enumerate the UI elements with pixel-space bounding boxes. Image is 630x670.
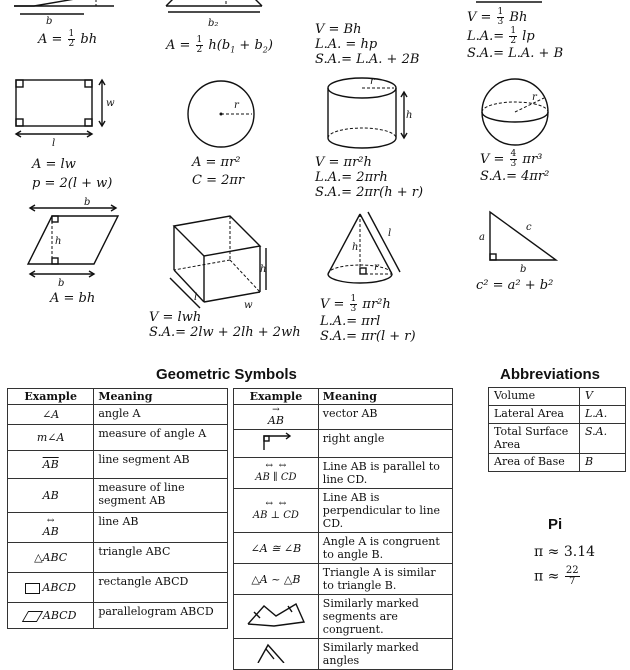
symbol-example: ↔ AB bbox=[8, 513, 94, 543]
right-triangle-a-label: a bbox=[479, 232, 485, 243]
pyramid-surface-area: S.A.= L.A. + B bbox=[467, 46, 564, 61]
cylinder-lateral-area: L.A.= 2πrh bbox=[315, 170, 388, 185]
sphere-figure bbox=[478, 76, 554, 150]
cone-l-label: l bbox=[388, 228, 392, 239]
cylinder-r-label: r bbox=[370, 76, 375, 87]
triangle-figure bbox=[14, 0, 114, 27]
trapezoid-area-formula: A = $\frac{1}{2}$ $h(b_1 + b_2)$ bbox=[166, 35, 273, 55]
right-triangle-b-label: b bbox=[520, 264, 527, 275]
pi-title: Pi bbox=[548, 516, 563, 533]
prism-volume: V = Bh bbox=[315, 22, 362, 37]
symbol-example: AB bbox=[8, 479, 94, 513]
cone-lateral-area: L.A.= πrl bbox=[320, 314, 381, 329]
table-row bbox=[489, 424, 626, 454]
symbol-example: m∠A bbox=[8, 425, 94, 451]
right-triangle-figure bbox=[476, 208, 560, 274]
right-angle-icon bbox=[258, 432, 294, 452]
table-row bbox=[8, 479, 228, 513]
table-row bbox=[234, 405, 453, 430]
rectangle-l-label: l bbox=[52, 138, 56, 149]
abbreviation-name: Total Surface Area bbox=[489, 424, 580, 454]
congruent-angles-icon bbox=[244, 643, 308, 663]
circle-area: A = πr² bbox=[192, 155, 241, 170]
abbreviation-symbol: S.A. bbox=[580, 424, 626, 454]
symbol-example bbox=[234, 595, 319, 639]
rectangle-formulas bbox=[32, 157, 112, 191]
table-row bbox=[8, 513, 228, 543]
box-volume: V = lwh bbox=[149, 310, 202, 325]
symbol-example: ABCD bbox=[8, 603, 94, 629]
parallelogram-figure bbox=[24, 196, 124, 288]
symbol-meaning: triangle ABC bbox=[94, 543, 228, 573]
table-row bbox=[8, 573, 228, 603]
cone-figure bbox=[324, 210, 406, 294]
symbol-example: ∠A bbox=[8, 405, 94, 425]
congruent-segments-icon bbox=[244, 602, 308, 628]
box-h-label: h bbox=[260, 264, 267, 275]
parallelogram-symbol-icon bbox=[22, 611, 43, 622]
geometric-symbols-title: Geometric Symbols bbox=[156, 366, 297, 383]
table-row bbox=[234, 458, 453, 489]
circle-r-label: r bbox=[234, 100, 239, 111]
symbol-meaning: Line AB is perpendicular to line CD. bbox=[318, 489, 452, 533]
symbol-meaning: Angle A is congruent to angle B. bbox=[318, 533, 452, 564]
triangle-area-formula: A = $\frac{1}{2}$ bh bbox=[38, 29, 98, 49]
table-row bbox=[234, 595, 453, 639]
abbreviation-symbol: L.A. bbox=[580, 406, 626, 424]
symbol-meaning: measure of line segment AB bbox=[94, 479, 228, 513]
col-meaning: Meaning bbox=[318, 389, 452, 405]
rectangle-symbol-icon bbox=[25, 583, 40, 594]
symbol-example bbox=[234, 639, 319, 670]
col-example: Example bbox=[234, 389, 319, 405]
symbol-example: ∠A ≅ ∠B bbox=[234, 533, 319, 564]
parallelogram-area-formula: A = bh bbox=[50, 291, 96, 306]
box-formulas bbox=[149, 310, 301, 340]
rectangle-w-label: w bbox=[106, 98, 115, 109]
geometric-symbols-right-table bbox=[233, 388, 453, 670]
trapezoid-b2-label: b₂ bbox=[208, 18, 219, 29]
symbol-example: → AB bbox=[234, 405, 319, 430]
rectangle-perimeter: p = 2(l + w) bbox=[32, 176, 113, 191]
symbol-example: △ABC bbox=[8, 543, 94, 573]
table-row bbox=[8, 451, 228, 479]
symbol-meaning: Line AB is parallel to line CD. bbox=[318, 458, 452, 489]
sphere-r-label: r bbox=[532, 92, 537, 103]
sphere-formulas: V = $\frac{4}{3}$ πr³ S.A.= 4πr² bbox=[480, 149, 550, 184]
right-triangle-c-label: c bbox=[526, 222, 532, 233]
abbreviations-table bbox=[488, 387, 626, 472]
table-row bbox=[234, 533, 453, 564]
rectangle-figure bbox=[14, 76, 118, 150]
table-row bbox=[489, 406, 626, 424]
symbol-example: ↔ ↔ AB ⊥ CD bbox=[234, 489, 319, 533]
parallelogram-h-label: h bbox=[55, 236, 62, 247]
symbol-meaning: measure of angle A bbox=[94, 425, 228, 451]
table-row bbox=[8, 405, 228, 425]
table-row bbox=[234, 430, 453, 458]
symbol-example: △A ~ △B bbox=[234, 564, 319, 595]
abbreviation-name: Area of Base bbox=[489, 454, 580, 472]
symbol-example: ↔ ↔ AB ∥ CD bbox=[234, 458, 319, 489]
table-row bbox=[8, 543, 228, 573]
prism-lateral-area: L.A. = hp bbox=[315, 37, 378, 52]
table-row bbox=[8, 425, 228, 451]
circle-circumference: C = 2πr bbox=[192, 173, 245, 188]
sphere-surface-area: S.A.= 4πr² bbox=[480, 169, 550, 184]
symbol-meaning: line segment AB bbox=[94, 451, 228, 479]
box-figure bbox=[170, 212, 272, 310]
pi-approx-fraction: π ≈ $\frac{22}{7}$ bbox=[534, 565, 579, 587]
rectangle-area: A = lw bbox=[32, 157, 76, 172]
parallelogram-b-label: b bbox=[58, 278, 65, 289]
box-surface-area: S.A.= 2lw + 2lh + 2wh bbox=[149, 325, 301, 340]
pythagorean-formula: c² = a² + b² bbox=[476, 278, 554, 293]
abbreviation-symbol: V bbox=[580, 388, 626, 406]
symbol-example bbox=[234, 430, 319, 458]
abbreviation-symbol: B bbox=[580, 454, 626, 472]
symbol-example: $\overline{AB}$ bbox=[8, 451, 94, 479]
table-row bbox=[234, 564, 453, 595]
col-example: Example bbox=[8, 389, 94, 405]
prism-formulas bbox=[315, 22, 419, 67]
pyramid-base-figure bbox=[466, 0, 546, 8]
table-row bbox=[234, 489, 453, 533]
cone-r-label: r bbox=[374, 262, 379, 273]
cylinder-surface-area: S.A.= 2πr(h + r) bbox=[315, 185, 424, 200]
symbol-meaning: right angle bbox=[318, 430, 452, 458]
cone-h-label: h bbox=[352, 242, 359, 253]
symbol-meaning: Triangle A is similar to triangle B. bbox=[318, 564, 452, 595]
cylinder-formulas bbox=[315, 155, 423, 200]
parallelogram-b-top-label: b bbox=[84, 197, 91, 208]
symbol-example: ABCD bbox=[8, 573, 94, 603]
symbol-meaning: vector AB bbox=[318, 405, 452, 430]
circle-formulas bbox=[192, 155, 244, 188]
table-row bbox=[489, 454, 626, 472]
abbreviation-name: Volume bbox=[489, 388, 580, 406]
abbreviations-title: Abbreviations bbox=[500, 366, 601, 383]
cylinder-h-label: h bbox=[406, 110, 413, 121]
table-row bbox=[234, 639, 453, 670]
abbreviation-name: Lateral Area bbox=[489, 406, 580, 424]
table-row bbox=[489, 388, 626, 406]
prism-surface-area: S.A.= L.A. + 2B bbox=[315, 52, 420, 67]
table-row bbox=[8, 603, 228, 629]
symbol-meaning: Similarly marked segments are congruent. bbox=[318, 595, 452, 639]
cylinder-volume: V = πr²h bbox=[315, 155, 372, 170]
cylinder-figure bbox=[324, 74, 416, 154]
geometric-symbols-left-table bbox=[7, 388, 228, 629]
triangle-b-label: b bbox=[46, 16, 53, 27]
circle-figure bbox=[182, 76, 262, 154]
symbol-meaning: parallelogram ABCD bbox=[94, 603, 228, 629]
cone-surface-area: S.A.= πr(l + r) bbox=[320, 329, 416, 344]
symbol-meaning: Similarly marked angles bbox=[318, 639, 452, 670]
trapezoid-figure bbox=[166, 0, 266, 30]
pyramid-formulas: V = $\frac{1}{3}$ Bh L.A.= $\frac{1}{2}$ lp S.A.= L.A. + B bbox=[467, 7, 564, 61]
symbol-meaning: rectangle ABCD bbox=[94, 573, 228, 603]
symbol-meaning: line AB bbox=[94, 513, 228, 543]
pi-approx-decimal: π ≈ 3.14 bbox=[534, 544, 596, 560]
cone-formulas: V = $\frac{1}{3}$ πr²h L.A.= πrl S.A.= πr(l + r) bbox=[320, 294, 416, 344]
col-meaning: Meaning bbox=[94, 389, 228, 405]
box-w-label: w bbox=[244, 300, 253, 311]
symbol-meaning: angle A bbox=[94, 405, 228, 425]
box-l-label: l bbox=[194, 292, 198, 303]
